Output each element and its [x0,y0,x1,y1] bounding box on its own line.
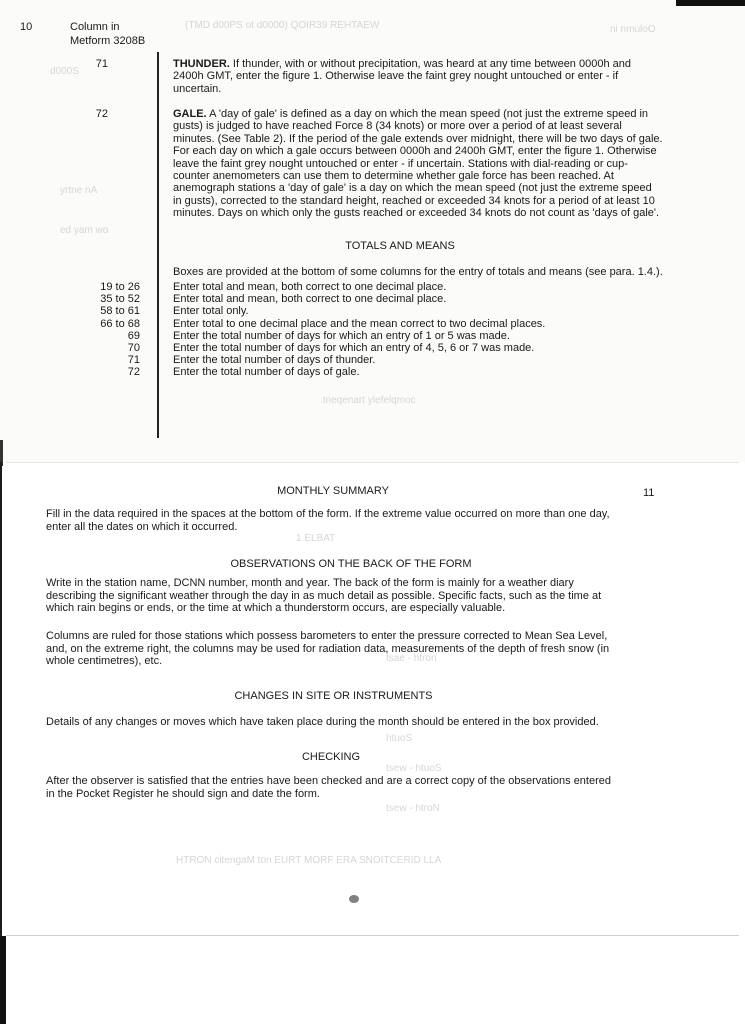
totals-heading: TOTALS AND MEANS [345,240,455,252]
gale-paragraph [173,108,663,220]
totals-instruction: Enter the total number of days for which an entry of 1 or 5 was made. [173,330,510,342]
section-heading-monthly-summary: MONTHLY SUMMARY [277,485,389,497]
show-through-text: tsew - htuoS [386,763,442,774]
entry-number: 72 [95,108,108,120]
thunder-paragraph [173,58,663,95]
show-through-text: yrtne nA [60,185,98,196]
scan-edge-line [0,462,2,938]
totals-columns: 69 [127,330,140,342]
totals-instruction: Enter total to one decimal place and the mean correct to two decimal places. [173,318,546,330]
section-heading-back-of-form: OBSERVATIONS ON THE BACK OF THE FORM [230,558,472,570]
show-through-text: tsew - htroN [386,803,440,814]
scan-edge-bar [0,936,6,1024]
page-number: 11 [643,487,655,499]
monthly-summary-text: Fill in the data required in the spaces at the bottom of the form. If the extreme value occurred on more than one day, enter all the dates on which it occurred. [46,508,610,533]
show-through-text: tsae - htron [386,653,437,664]
entry-title: THUNDER. [173,58,230,70]
totals-columns: 72 [127,366,140,378]
scan-edge-bar [676,0,745,6]
totals-columns: 71 [127,354,140,366]
page-11 [6,462,739,936]
totals-instruction: Enter the total number of days for which an entry of 4, 5, 6 or 7 was made. [173,342,535,354]
entry-text: A 'day of gale' is defined as a day on which the mean speed (not just the extreme speed in gusts) is judged to have reached Force 8 (34 knots) or more over a period of at least several minutes. (See Table 2). If the period of the gale extends over midnight, there will be two days of gale. For each day on which a gale occurs between 0000h and 2400h GMT, enter the figure 1. Otherwise leave the faint grey nought untouched or enter - if uncertain. Stations with dial-reading or cup-counter anemometers can use them to determine whether gale force has been reached. At anemograph stations a 'day of gale' is a day on which the mean speed (not just the extreme speed in gusts), corrected to the standard height, reached or exceeded 34 knots for a period of at least 10 minutes. Days on which only the gusts reached or exceeded 34 knots do not count as 'days of gale'. [173,108,663,220]
barometer-columns-text: Columns are ruled for those stations which possess barometers to enter the pressure corrected to Mean Sea Level, and, on the extreme right, the columns may be used for radiation data, measurements of the depth of fresh snow (in whole centimetres), etc. [46,630,610,668]
entry-text: If thunder, with or without precipitation, was heard at any time between 0000h and 2400h GMT, enter the figure 1. Otherwise leave the faint grey nought untouched or enter - if uncertain. [173,58,631,95]
section-heading-changes: CHANGES IN SITE OR INSTRUMENTS [234,690,433,702]
totals-columns: 66 to 68 [100,318,140,330]
totals-instruction: Enter the total number of days of thunder. [173,354,376,366]
changes-text: Details of any changes or moves which have taken place during the month should be entered in the box provided. [46,716,599,728]
column-header-line2: Metform 3208B [70,35,146,47]
totals-instruction: Enter total only. [173,305,249,317]
entry-number: 71 [95,58,108,70]
entry-title: GALE. [173,108,207,120]
show-through-text: 1 ELBAT [296,533,336,544]
column-divider [157,52,159,438]
totals-columns: 19 to 26 [100,281,140,293]
show-through-text: d000S [50,66,79,77]
totals-columns: 70 [127,342,140,354]
section-heading-checking: CHECKING [301,751,361,763]
totals-instruction: Enter total and mean, both correct to one decimal place. [173,281,447,293]
show-through-text: HTRON citengaM ton EURT MORF ERA SNOITCERID LLA [176,855,442,866]
back-of-form-text: Write in the station name, DCNN number, month and year. The back of the form is mainly for a weather diary describing the significant weather through the day in as much detail as possible. Specific facts, such as the time at which rain begins or ends, or the time at which a thunderstorm occurs, are especially valuable. [46,577,602,615]
totals-columns: 35 to 52 [100,293,140,305]
scan-speck [349,895,359,903]
checking-text: After the observer is satisfied that the entries have been checked and are a correct copy of the observations entered in the Pocket Register he should sign and date the form. [46,775,611,800]
page-number: 10 [20,21,33,33]
totals-intro: Boxes are provided at the bottom of some columns for the entry of totals and means (see para. 1.4.). [173,266,663,278]
show-through-text: htuoS [386,733,413,744]
show-through-text: .tneqenart ylefelqmoc [320,395,416,406]
show-through-text: ni nmuloO [610,24,656,35]
totals-instruction: Enter the total number of days of gale. [173,366,360,378]
totals-instruction: Enter total and mean, both correct to one decimal place. [173,293,447,305]
totals-columns: 58 to 61 [100,305,140,317]
show-through-text: (TMD d00PS ot d0000) QOIR39 REHTAEW [185,20,380,31]
show-through-text: ed yam wo [60,225,109,236]
column-header-line1: Column in [70,21,120,33]
column-header [70,20,145,48]
page-10 [0,0,745,462]
